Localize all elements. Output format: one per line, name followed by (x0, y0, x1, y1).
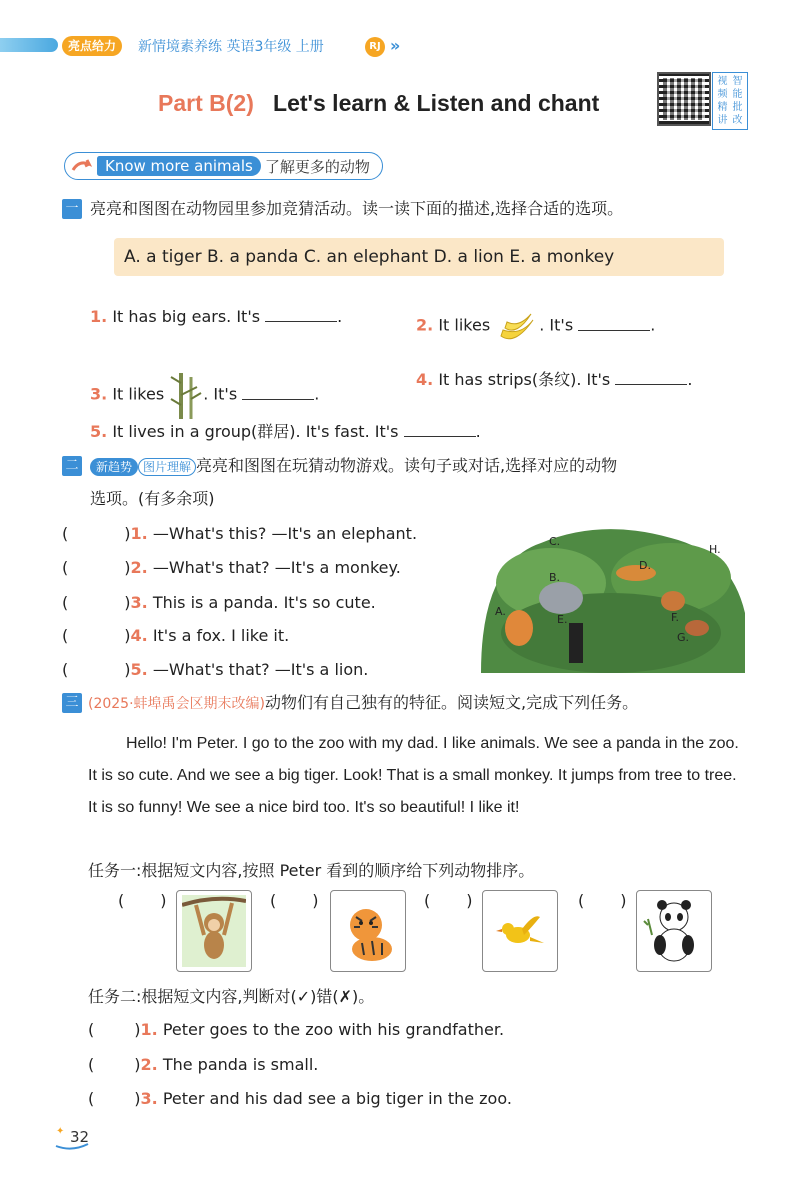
tiger-icon (336, 895, 400, 967)
answer-blank[interactable] (404, 423, 476, 437)
svg-text:E.: E. (557, 613, 568, 626)
svg-text:C.: C. (549, 535, 561, 548)
question-1: 1. It has big ears. It's . (90, 307, 343, 326)
know-more-banner (64, 152, 383, 180)
new-trend-tag: 新趋势 (90, 458, 138, 476)
reading-passage: Hello! I'm Peter. I go to the zoo with my dad. I like animals. We see a panda in the zoo. It is so cute. And we see a big tiger. Look! That is a small monkey. It jumps from tree to tree. It is so funny! We see a nice bird too. It's so beautiful! I like it! (88, 735, 739, 816)
svg-text:✦: ✦ (56, 1126, 65, 1137)
match-item: ( )2. —What's that? —It's a monkey. (62, 558, 401, 577)
lion (661, 591, 685, 611)
svg-text:D.: D. (639, 559, 651, 572)
monkey-image (176, 890, 252, 972)
double-arrow-icon: » (390, 36, 401, 55)
tiger-image (330, 890, 406, 972)
question-3: 3. It likes . It's . (90, 369, 319, 421)
question-2: 2. It likes . It's . (416, 306, 655, 346)
svg-text:B.: B. (549, 571, 561, 584)
fox (505, 610, 533, 646)
answer-blank[interactable] (615, 371, 687, 385)
section-1-instruction: 亮亮和图图在动物园里参加竞猜活动。读一读下面的描述,选择合适的选项。 (90, 199, 624, 218)
section-2-instruction-2: 选项。(有多余项) (90, 489, 215, 508)
svg-text:H.: H. (709, 543, 721, 556)
edition-badge: RJ (365, 37, 385, 57)
know-more-cn: 了解更多的动物 (264, 157, 370, 176)
section-1-number: 一 (62, 199, 82, 219)
order-paren[interactable]: ( ) (424, 891, 473, 910)
page-number: ✦ 32 (58, 1128, 77, 1146)
header-badge: 亮点给力 (62, 36, 122, 56)
panda-icon (642, 895, 706, 967)
monkey-icon (182, 895, 246, 967)
page-title (158, 90, 599, 117)
svg-text:F.: F. (671, 611, 680, 624)
bird-image (482, 890, 558, 972)
answer-blank[interactable] (242, 386, 314, 400)
order-paren[interactable]: ( ) (118, 891, 167, 910)
judge-item: ( )1. Peter goes to the zoo with his grandfather. (88, 1020, 505, 1039)
title-rest: Let's learn & Listen and chant (273, 90, 600, 116)
options-box: A. a tiger B. a panda C. an elephant D. a lion E. a monkey (114, 238, 724, 276)
order-paren[interactable]: ( ) (270, 891, 319, 910)
match-item: ( )1. —What's this? —It's an elephant. (62, 524, 418, 543)
qr-code-icon[interactable] (657, 72, 711, 126)
task-1: 任务一:根据短文内容,按照 Peter 看到的顺序给下列动物排序。 (88, 861, 535, 880)
section-3-number: 三 (62, 693, 82, 713)
judge-item: ( )3. Peter and his dad see a big tiger in the zoo. (88, 1089, 512, 1108)
panda-image (636, 890, 712, 972)
header-text: 新情境素养练 英语3年级 上册 (138, 39, 324, 55)
title-part: Part B(2) (158, 90, 254, 116)
svg-text:A.: A. (495, 605, 506, 618)
arrow-icon (71, 158, 93, 174)
qr-label: 视 智 频 能 精 批 讲 改 (712, 72, 748, 130)
bird-icon (488, 895, 552, 967)
match-item: ( )5. —What's that? —It's a lion. (62, 660, 369, 679)
match-item: ( )4. It's a fox. I like it. (62, 626, 290, 645)
source-note: (2025·蚌埠禹会区期末改编) (88, 696, 266, 712)
order-paren[interactable]: ( ) (578, 891, 627, 910)
answer-blank[interactable] (578, 317, 650, 331)
picture-tag: 图片理解 (138, 458, 196, 476)
know-more-en: Know more animals (97, 156, 261, 176)
banana-icon (495, 306, 539, 346)
header-bar (0, 38, 58, 52)
bamboo-icon (169, 369, 203, 421)
elephant (539, 582, 583, 614)
question-4: 4. It has strips(条纹). It's . (416, 370, 693, 389)
section-2-number: 二 (62, 456, 82, 476)
answer-blank[interactable] (265, 308, 337, 322)
panda (569, 623, 583, 663)
section-3-instruction: (2025·蚌埠禹会区期末改编)动物们有自己独有的特征。阅读短文,完成下列任务。 (88, 693, 639, 712)
section-2-instruction: 新趋势 图片理解 亮亮和图图在玩猜动物游戏。读句子或对话,选择对应的动物 (90, 455, 617, 477)
judge-item: ( )2. The panda is small. (88, 1055, 319, 1074)
task-2: 任务二:根据短文内容,判断对(✓)错(✗)。 (88, 987, 375, 1006)
question-5: 5. It lives in a group(群居). It's fast. It's . (90, 422, 481, 441)
svg-text:G.: G. (677, 631, 690, 644)
match-item: ( )3. This is a panda. It's so cute. (62, 593, 376, 612)
zoo-illustration (481, 523, 745, 673)
